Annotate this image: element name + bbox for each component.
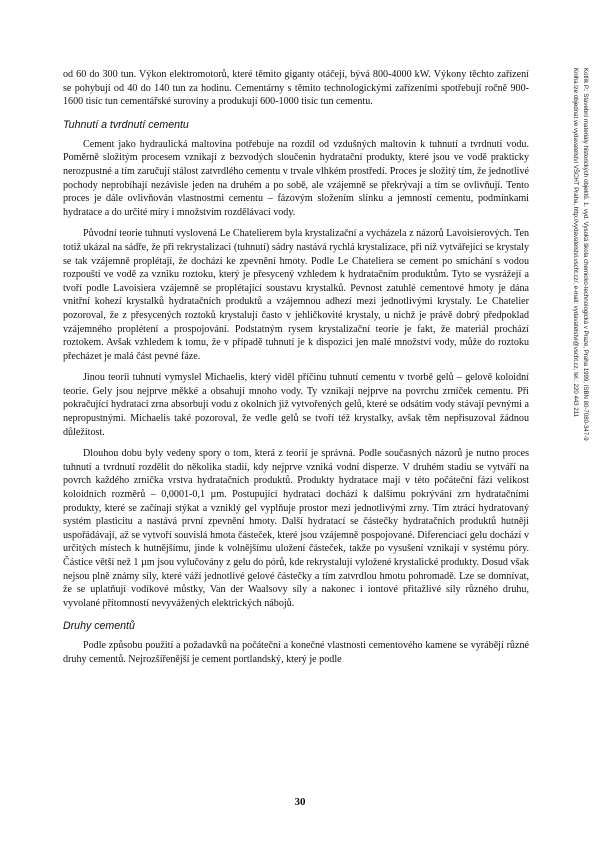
paragraph-michaelis-theory: Jinou teorii tuhnutí vymyslel Michaelis, který viděl příčinu tuhnutí cementu v tvorbě gelů – gelově koloidní teorie. Gely jsou nejprve měkké a obsahují mnoho vody. Ty vznikají nejprve na povrchu zrníček cementu. Při pokračující hydrataci zrna absorbují vodu z okolních již vytvořených gelů, které se odsátím vody stávají pevnými a nepropustnými. Michaelis také pozoroval, že vedle gelů se tvoří též krystalky, avšak těm nepřisuzoval žádnou důležitost. — [63, 372, 529, 438]
paragraph-cement-hydraulic: Cement jako hydraulická maltovina potřebuje na rozdíl od vzdušných maltovin k tuhnutí a tvrdnutí vodu. Poměrně složitým procesem vznikají z bezvodých sloučenin hydratační produkty, které jsou ve vodě prakticky nerozpustné a tím zaručují stálost zatvrdlého cementu v trvale vlhkém prostředí. Proces je složitý tím, že jednotlivé pochody neprobíhají nezávisle jeden na druhém a po sobě, ale vzájemně se překrývají a tím se ovlivňují. Tento proces je dále ovlivňován vlastnostmi cementu – fázovým složením slínku a jemností cementu, podmínkami hydratace a do určité míry i množstvím rozdělávací vody. — [63, 138, 529, 218]
page-number: 30 — [294, 796, 306, 808]
paragraph-current-views: Dlouhou dobu byly vedeny spory o tom, která z teorií je správná. Podle současných názorů je nutno proces tuhnutí a tvrdnutí rozdělit do několika stadií, kdy nejprve vzniká vodní disperze. V druhém stadiu se vytváří na povrch každého zrníčka vrstva hydratačních produktů. Produkty hydratace mají v této počáteční fázi velikost koloidních rozměrů – 0,0001-0,1 µm. Postupující hydrataci dochází k dalšímu pokrývání zrn hydratačními produkty, které se začínají stýkat a vzniklý gel vyplňuje prostor mezi jednotlivými zrny. Tím ztrácí hydratovaný systém plasticitu a nastává první zpevnění hmoty. Další hydratací se částečky hydratačních produktů hutněji uspořádávají, až se vytvoří souvislá hmota částeček, které jsou vzájemně pospojované. Diferenciací gelu dochází v určitých místech k hutnějšímu, jinde k volnějšímu uložení částeček, takže po vysušení vznikají v systému póry. Částice větší než 1 µm jsou vylučovány z gelu do pórů, kde rekrystalují vyložené krystalické produkty. Dosud však nejsou plně známy síly, které váží jednotlivé gelové částečky a tím zatvrdlou hmotu pohromadě. Lze se domnívat, že se uplatňují vodíkové můstky, Van der Waalsovy síly a nakonec i iontové přitažlivé síly různého druhu, vyvolané přítomností nevyvážených elektrických nábojů. — [63, 448, 529, 609]
paragraph-cement-types: Podle způsobu použití a požadavků na počáteční a konečné vlastnosti cementového kamene se vyrábějí různé druhy cementů. Nejrozšířenější je cement portlandský, který je podle — [63, 640, 529, 665]
side-citation-line-1: Kotlík P.: Stavební materiály historických objektů. 1. vyd. Vysoká škola chemicko-technologická v Praze, Praha 1999, ISBN 80-7080-347-9 — [582, 68, 589, 441]
section-heading-cement-types: Druhy cementů — [63, 620, 135, 633]
paragraph-kiln-capacity: od 60 do 300 tun. Výkon elektromotorů, které těmito giganty otáčejí, bývá 800-4000 kW. Výkony těchto zařízení se pohybují od 40 do 140 tun za hodinu. Cementárny s těmito technologickými zařízeními spotřebují ročně 900-1600 tisíc tun cementářské suroviny a produkují 600-1000 tisíc tun cementu. — [63, 69, 529, 108]
side-citation — [544, 68, 600, 588]
side-citation-line-2: Kniha lze objednat ve vydavatelství VŠCHT Praha, http://vydavatelstvi.vscht.cz/, e-mail: vydavatelstvi@vscht.cz, tel.: 220 443 211 — [572, 68, 580, 418]
paragraph-le-chatelier-theory: Původní teorie tuhnutí vyslovená Le Chatelierem byla krystalizační a vycházela z názorů Lavoisierových. Ten totiž ukázal na sádře, že při rekrystalizaci (tuhnutí) sádry nastává rychlá krystalizace, při níž vytvářející se krystaly se tak vzájemně proplétají, že dochází ke zpevnění hmoty. Podle Le Chateliera se cement po smíchání s vodou rozpouští ve vodě za vzniku roztoku, který je přesycený vzhledem k hydratačním produktům. Tyto se vysrážejí a tvoří podle Lavoisiera vzájemně se proplétající soustavu krystalků. Pevnost zatuhlé cementové hmoty je dána vnitřní kohezí krystalků hydratačních produktů a vzájemnou adhezí mezi jednotlivými krystaly. Le Chatelier pozoroval, že z přesycených roztoků krystalují často v jehličkovité krystaly, u nichž je právě dobrý předpoklad vzájemného proplétení a prospojování. Podstatným rysem krystalizační teorie je fakt, že materiál prochází roztokem. Avšak vzhledem k tomu, že v případě tuhnutí je k dispozici jen malé množství vody, může do roztoku přecházet je malá část pevné fáze. — [63, 228, 529, 362]
page-content — [63, 68, 529, 675]
section-heading-setting-hardening: Tuhnutí a tvrdnutí cementu — [63, 118, 189, 131]
side-citation-text — [571, 68, 590, 588]
